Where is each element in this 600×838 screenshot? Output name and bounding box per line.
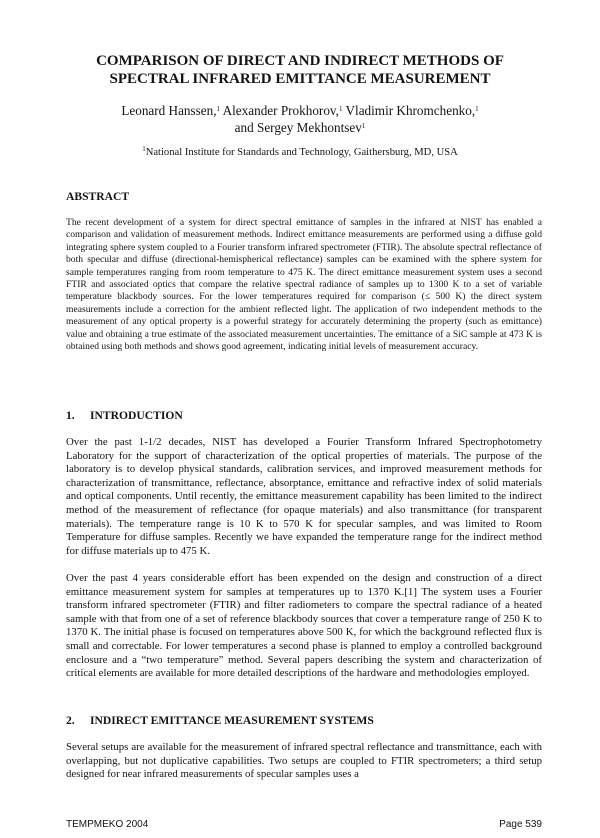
affiliation-text: National Institute for Standards and Technology, Gaithersburg, MD, USA <box>145 147 458 158</box>
footer-page-number: Page 539 <box>499 819 542 830</box>
author-prokhorov: Alexander Prokhorov, <box>220 103 339 118</box>
affiliation <box>40 146 560 160</box>
section-2-title: INDIRECT EMITTANCE MEASUREMENT SYSTEMS <box>90 714 374 727</box>
author-list <box>40 102 560 136</box>
section-1-paragraph-2: Over the past 4 years considerable effort has been expended on the design and construction of a direct emittance measurement system for samples at temperatures up to 1370 K.[1] The system uses a Fourier transform infrared spectrometer (FTIR) and filter radiometers to compare the spectral radiance of a heated sample with that from one of a set of reference blackbody sources that cover a temperature range of 250 K to 1370 K. The initial phase is focused on temperatures above 500 K, for which the background reflected flux is small and correctable. For lower temperatures a second phase is planned to employ a controlled background enclosure and a “two temperature” method. Several papers describing the system and characterization of critical elements are available for more detailed descriptions of the hardware and methodologies employed. <box>66 572 542 680</box>
paper-title <box>40 52 560 88</box>
author-mekhontsev: and Sergey Mekhontsev <box>234 120 362 135</box>
abstract-text: The recent development of a system for direct spectral emittance of samples in the infrared at NIST has enabled a comparison and validation of measurement methods. Indirect emittance measurements are performed using a diffuse gold integrating sphere system coupled to a Fourier transform infrared spectrometer (FTIR). The absolute spectral reflectance of both specular and diffuse (directional-hemispherical reflectance) samples can be examined with the sphere system for sample temperatures ranging from room temperature to 475 K. The direct emittance measurement system uses a second FTIR and associated optics that compare the relative spectral radiance of samples up to 1300 K to a set of variable temperature blackbody sources. For the lower temperatures required for comparison (≤ 500 K) the direct system measurements include a correction for the ambient reflected light. The application of two independent methods to the measurement of any optical property is a powerful strategy for accurately determining the property (such as emittance) value and obtaining a true estimate of the associated measurement uncertainties. The emittance of a SiC sample at 473 K is obtained using both methods and shows good agreement, indicating initial levels of measurement accuracy. <box>66 217 542 353</box>
author-affiliation-mark: 1 <box>475 105 479 113</box>
title-line-2: SPECTRAL INFRARED EMITTANCE MEASUREMENT <box>109 71 491 87</box>
section-1-title: INTRODUCTION <box>90 409 183 422</box>
author-affiliation-mark: 1 <box>338 105 343 113</box>
section-2-number: 2. <box>66 714 75 727</box>
section-1-number: 1. <box>66 409 75 422</box>
title-line-1: COMPARISON OF DIRECT AND INDIRECT METHODS OF <box>96 53 504 69</box>
author-affiliation-mark: 1 <box>216 105 221 113</box>
author-hanssen: Leonard Hanssen, <box>121 103 217 118</box>
abstract-heading: ABSTRACT <box>66 190 130 203</box>
section-1-heading <box>66 409 183 423</box>
footer-conference: TEMPMEKO 2004 <box>66 819 149 830</box>
author-khromchenko: Vladimir Khromchenko, <box>342 103 476 118</box>
section-2-paragraph-1: Several setups are available for the measurement of infrared spectral reflectance and transmittance, each with overlapping, but not duplicative capabilities. Two setups are coupled to FTIR spectrometers; a third setup designed for near infrared measurements of specular samples uses a <box>66 741 542 781</box>
section-1-paragraph-1: Over the past 1-1/2 decades, NIST has developed a Fourier Transform Infrared Spectrophotometry Laboratory for the support of characterization of the optical properties of materials. The purpose of the laboratory is to develop physical standards, calibration services, and improved measurement methods for characterization of transmittance, reflectance, absorptance, emittance and refractive index of solid materials and optical components. Until recently, the emittance measurement capability has been limited to the indirect method of the measurement of reflectance (for opaque materials) and also transmittance (for transparent materials). The temperature range is 10 K to 570 K for specular samples, and was limited to Room Temperature for diffuse samples. Recently we have expanded the temperature range for the indirect method for diffuse materials up to 475 K. <box>66 436 542 557</box>
author-affiliation-mark: 1 <box>361 122 366 130</box>
affiliation-mark: 1 <box>142 145 146 153</box>
section-2-heading <box>66 714 374 728</box>
